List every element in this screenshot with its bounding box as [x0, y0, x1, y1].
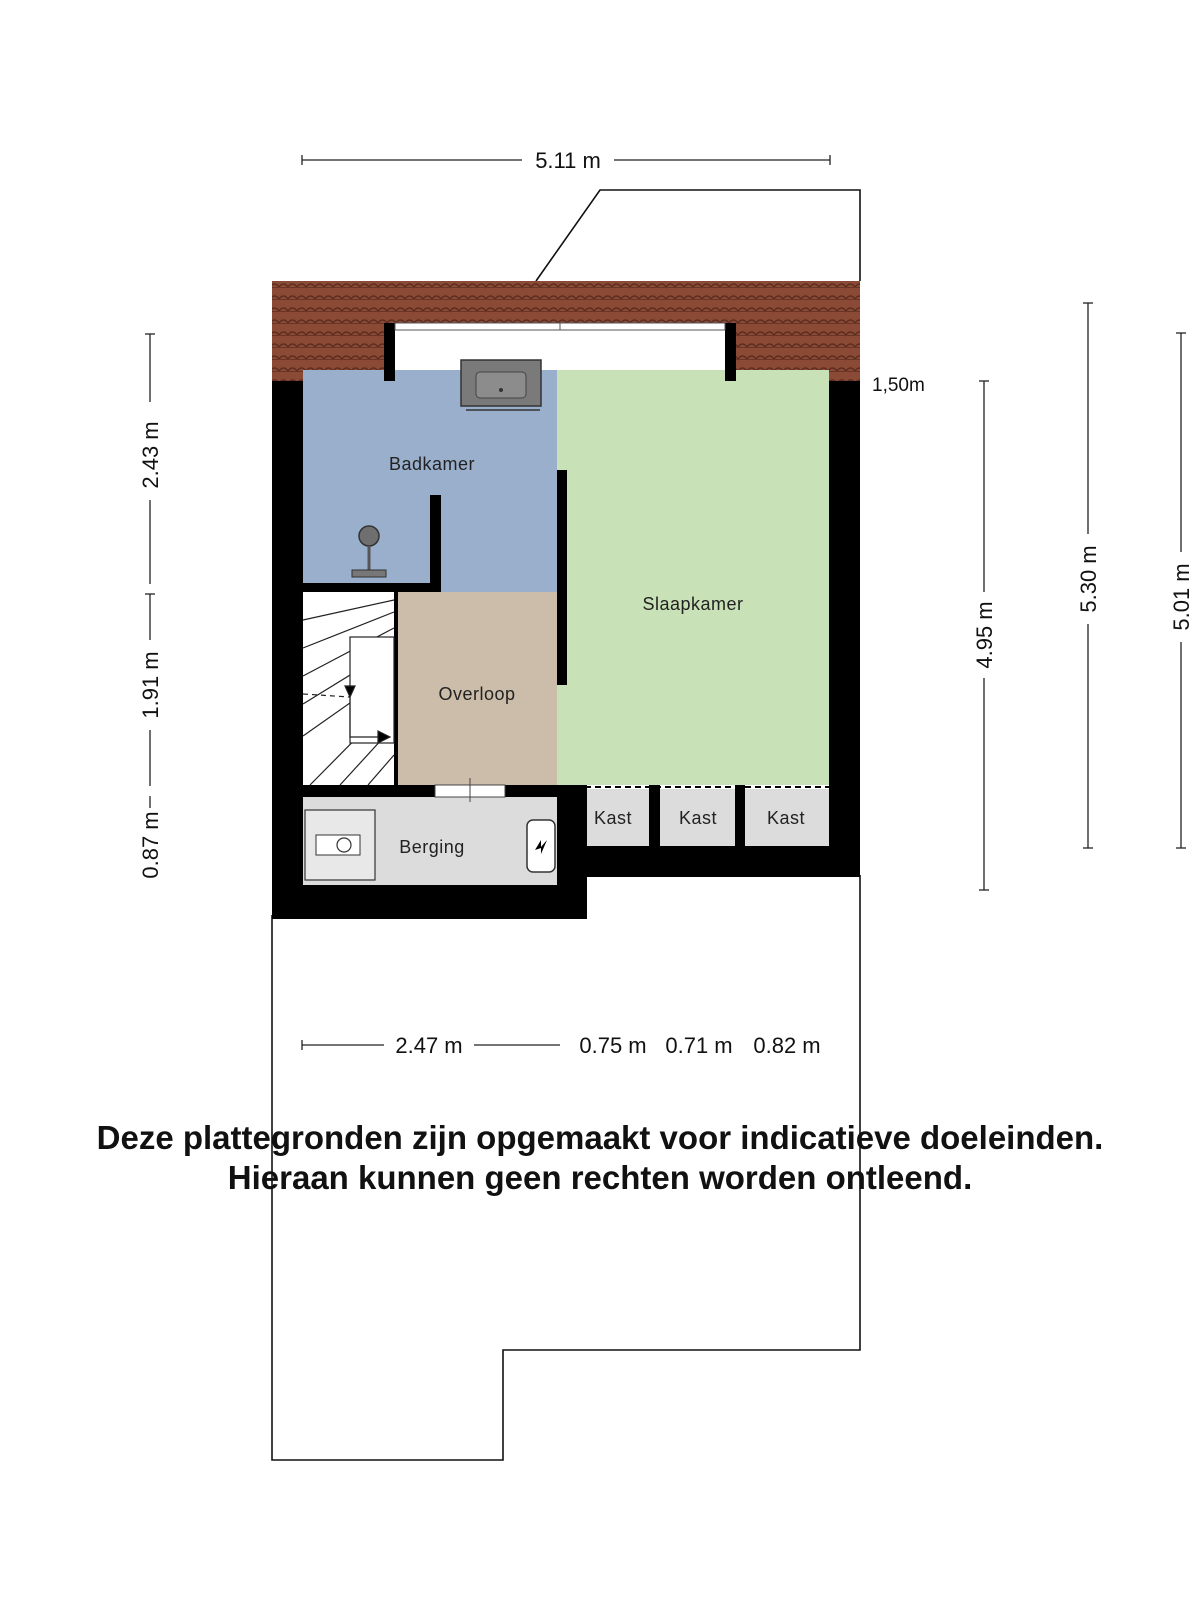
- disclaimer-line-2: Hieraan kunnen geen rechten worden ontleend.: [227, 1159, 973, 1196]
- dormer-window: [395, 323, 725, 330]
- washing-machine-icon: [305, 810, 375, 880]
- wall-right: [829, 381, 860, 877]
- dormer-cheek-right: [725, 323, 736, 381]
- stair-wall: [394, 592, 398, 785]
- dimension-right-outer-label: 5.01 m: [1169, 563, 1194, 631]
- dimension-roof-side-label: 1,50m: [872, 375, 925, 396]
- dimension-left-middle-label: 1.91 m: [138, 651, 163, 719]
- dimension-right-inner-label: 4.95 m: [972, 601, 997, 669]
- kast-divider-1: [649, 785, 660, 846]
- room-label-kast-3: Kast: [766, 808, 806, 828]
- dimension-left-top-label: 2.43 m: [138, 421, 163, 489]
- dimension-left-bottom-label: 0.87 m: [138, 811, 163, 879]
- wall-left: [272, 381, 303, 919]
- wall-landing-bedroom: [557, 470, 567, 685]
- wall-bottom-left: [272, 885, 587, 919]
- dimension-bottom-3-label: 0.71 m: [665, 1033, 733, 1058]
- kast-divider-2: [735, 785, 745, 846]
- slaapkamer-floor: [557, 370, 829, 785]
- dimension-right-middle-label: 5.30 m: [1076, 545, 1101, 613]
- boiler-icon: [527, 820, 555, 872]
- dimension-bottom-1-label: 2.47 m: [395, 1033, 463, 1058]
- wall-bath-vertical: [430, 495, 441, 592]
- room-label-kast-1: Kast: [593, 808, 633, 828]
- room-label-badkamer: Badkamer: [388, 454, 476, 474]
- dimension-bottom-4-label: 0.82 m: [753, 1033, 821, 1058]
- room-label-kast-2: Kast: [678, 808, 718, 828]
- dimension-left: [145, 334, 155, 808]
- dimension-top-label: 5.11 m: [535, 148, 601, 173]
- room-label-overloop: Overloop: [438, 684, 516, 704]
- wall-bath-bottom: [303, 583, 441, 592]
- dimension-bottom-2-label: 0.75 m: [579, 1033, 647, 1058]
- dormer-cheek-left: [384, 323, 395, 381]
- disclaimer-line-1: Deze plattegronden zijn opgemaakt voor indicatieve doeleinden.: [96, 1119, 1104, 1156]
- room-label-slaapkamer: Slaapkamer: [642, 594, 744, 614]
- wall-step: [557, 785, 587, 885]
- room-label-berging: Berging: [399, 837, 465, 857]
- wall-bottom-right: [575, 846, 860, 877]
- sink-icon: [461, 360, 541, 410]
